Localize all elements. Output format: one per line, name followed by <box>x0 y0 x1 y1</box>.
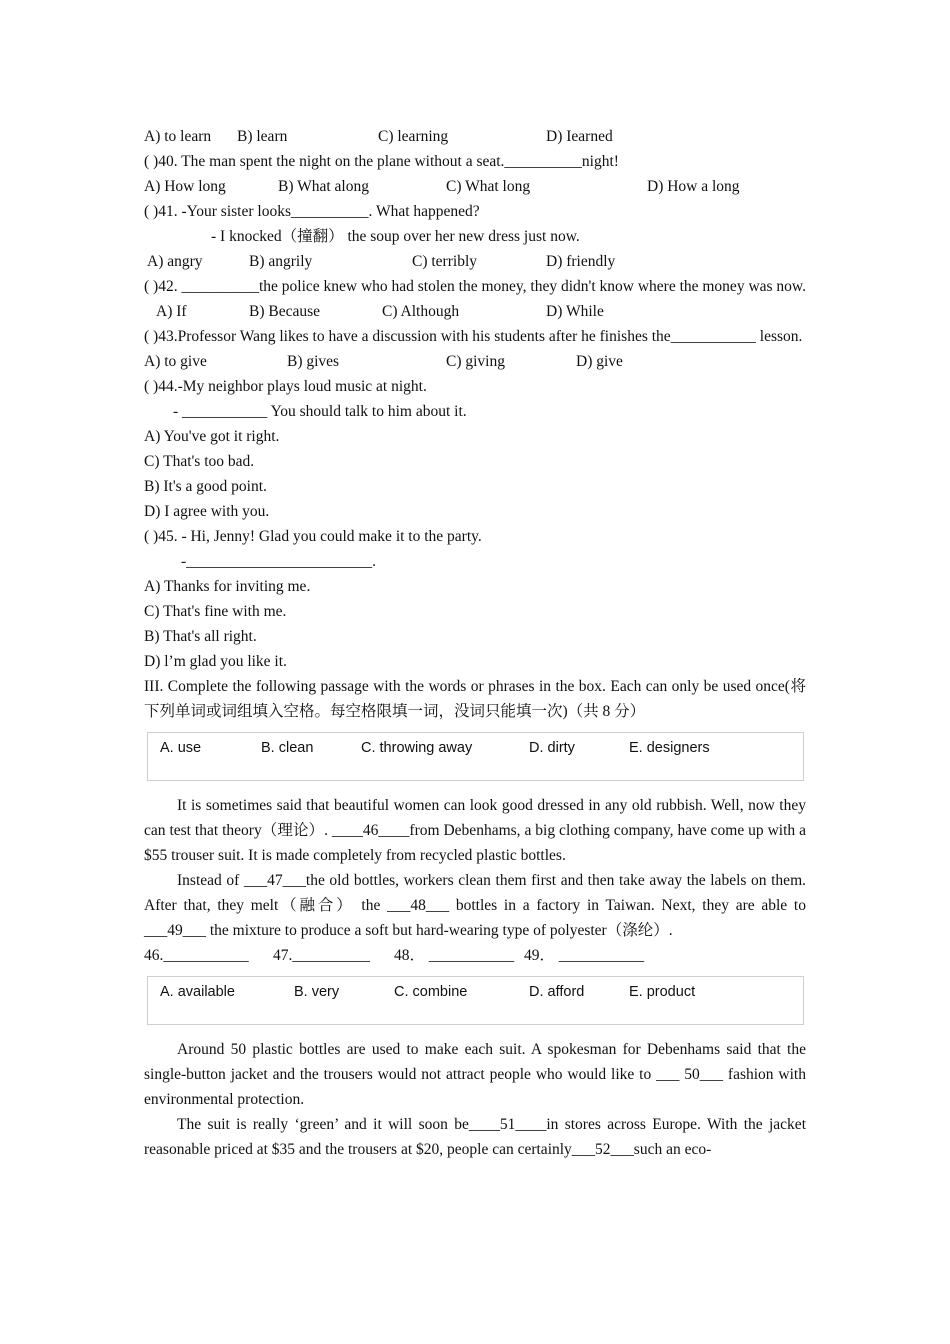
word-option: D. afford <box>529 984 585 1000</box>
section-instruction: III. Complete the following passage with the words or phrases in the box. Each can only be used once(将下列单词或词组填入空格。每空格限填一词，没词只能填一次)（共 8 分） <box>144 678 806 720</box>
option: D) Iearned <box>546 128 613 145</box>
option: C) learning <box>378 128 449 145</box>
option: B) learn <box>237 128 288 145</box>
option: D) How a long <box>647 178 740 195</box>
q39-options <box>144 124 806 149</box>
word-option: A. available <box>160 984 235 1000</box>
q44-reply: - ___________ You should talk to him about it. <box>173 403 467 420</box>
q40-stem: ( )40. The man spent the night on the plane without a seat.__________night! <box>144 153 619 170</box>
option: C) terribly <box>412 253 477 270</box>
option: B) That's all right. <box>144 628 257 645</box>
passage-paragraph: Around 50 plastic bottles are used to make each suit. A spokesman for Debenhams said that the single-button jacket and the trousers would not attract people who would like to ___ 50___ fashion with environmental protection. <box>144 1041 806 1108</box>
q44-stem: ( )44.-My neighbor plays loud music at night. <box>144 378 427 395</box>
option: A) Thanks for inviting me. <box>144 578 311 595</box>
q42-options <box>144 299 806 324</box>
q45-reply: -________________________. <box>181 553 377 570</box>
answer-blank[interactable]: 49． ___________ <box>524 947 645 964</box>
word-option: C. throwing away <box>361 740 473 756</box>
answer-blanks <box>144 943 806 968</box>
option: B) gives <box>287 353 340 370</box>
q41-reply: - I knocked（撞翻） the soup over her new dress just now. <box>211 228 580 245</box>
word-option: A. use <box>160 740 202 756</box>
option: B) Because <box>249 303 321 320</box>
option: C) giving <box>446 353 505 370</box>
option: B) It's a good point. <box>144 478 267 495</box>
option: D) While <box>546 303 604 320</box>
q43-stem: ( )43.Professor Wang likes to have a discussion with his students after he finishes the___________ lesson. <box>144 328 803 345</box>
option: B) angrily <box>249 253 313 270</box>
q42-stem: ( )42. __________the police knew who had stolen the money, they didn't know where the money was now. <box>144 278 806 295</box>
word-box-2 <box>147 976 804 1025</box>
option: D) give <box>576 353 623 370</box>
answer-blank[interactable]: 47.__________ <box>273 947 370 964</box>
q43-options <box>144 349 806 374</box>
option: C) That's too bad. <box>144 453 255 470</box>
passage-paragraph: Instead of ___47___the old bottles, workers clean them first and then take away the labels on them. After that, they melt（融合） the ___48___ bottles in a factory in Taiwan. Next, they are able to ___49___ the mixture to produce a soft but hard-wearing type of polyester（涤纶）. <box>144 872 806 939</box>
option: A) You've got it right. <box>144 428 280 445</box>
option: C) Although <box>382 303 460 320</box>
passage-paragraph: The suit is really ‘green’ and it will soon be____51____in stores across Europe. With the jacket reasonable priced at $35 and the trousers at $20, people can certainly___52___such an eco- <box>144 1116 806 1158</box>
option: A) angry <box>147 253 203 270</box>
word-option: B. very <box>294 984 340 1000</box>
word-option: D. dirty <box>529 740 575 756</box>
option: A) to learn <box>144 128 212 145</box>
q40-options <box>144 174 806 199</box>
answer-blank[interactable]: 46.___________ <box>144 947 249 964</box>
word-option: E. designers <box>629 740 710 756</box>
word-box-1 <box>147 732 804 781</box>
option: C) That's fine with me. <box>144 603 287 620</box>
word-option: E. product <box>629 984 696 1000</box>
option: D) l’m glad you like it. <box>144 653 287 670</box>
q41-options <box>144 249 806 274</box>
option: A) If <box>156 303 187 320</box>
word-option: C. combine <box>394 984 468 1000</box>
passage-paragraph: It is sometimes said that beautiful women can look good dressed in any old rubbish. Well, now they can test that theory（理论）. ____46____from Debenhams, a big clothing company, have come up with a $55 trouser suit. It is made completely from recycled plastic bottles. <box>144 797 806 864</box>
word-option: B. clean <box>261 740 314 756</box>
option: A) to give <box>144 353 207 370</box>
answer-blank[interactable]: 48． ___________ <box>394 947 515 964</box>
option: C) What long <box>446 178 531 195</box>
q41-stem: ( )41. -Your sister looks__________. What happened? <box>144 203 480 220</box>
option: D) I agree with you. <box>144 503 270 520</box>
exam-page <box>144 124 806 1162</box>
option: B) What along <box>278 178 369 195</box>
option: D) friendly <box>546 253 616 270</box>
q45-stem: ( )45. - Hi, Jenny! Glad you could make it to the party. <box>144 528 482 545</box>
option: A) How long <box>144 178 226 195</box>
